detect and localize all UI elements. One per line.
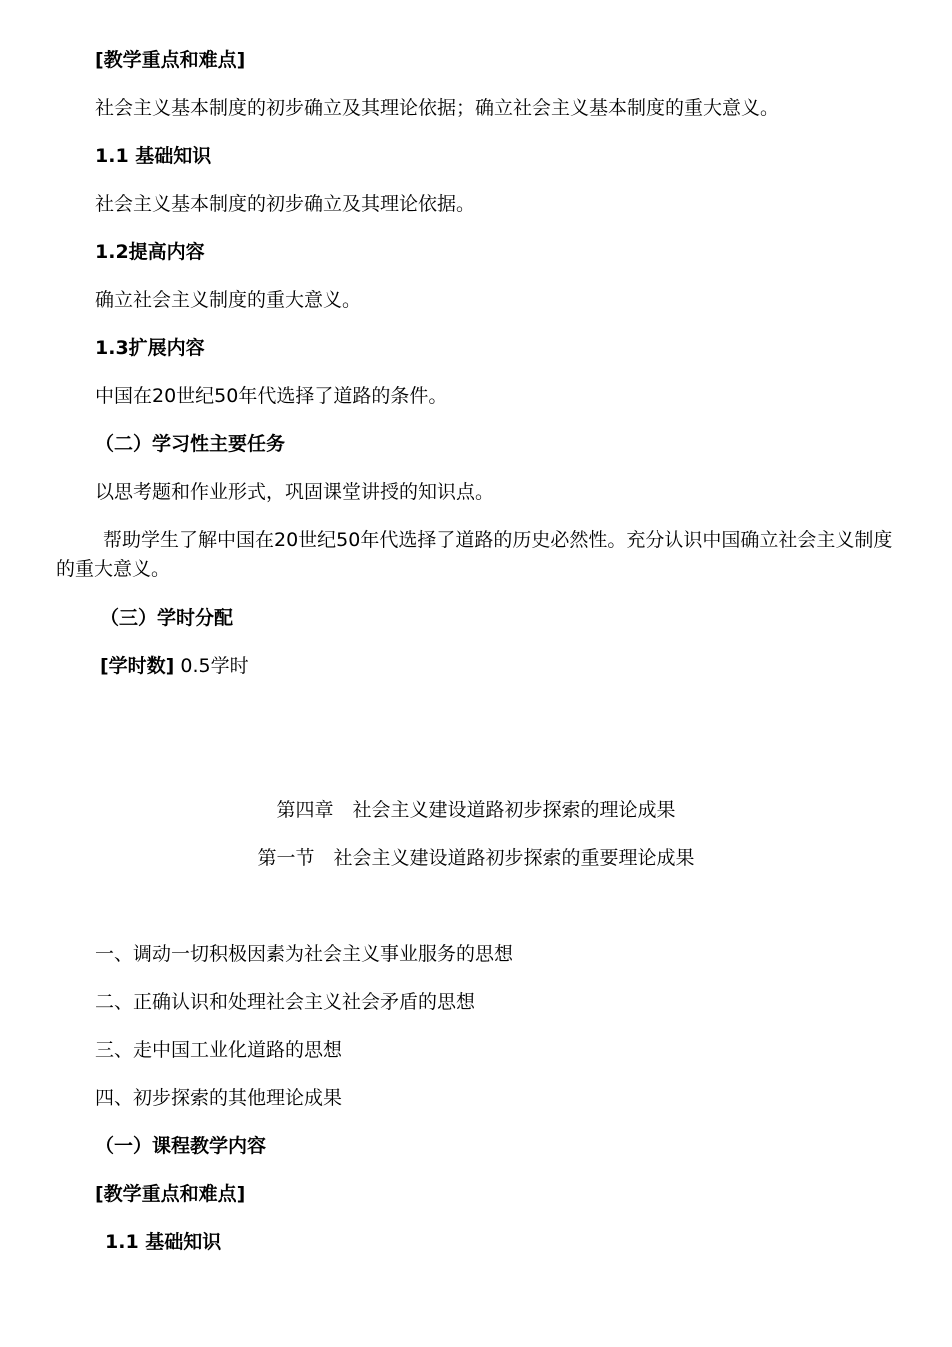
- hours-line: [100, 654, 249, 678]
- basic-knowledge-heading: 1.1 基础知识: [95, 145, 212, 167]
- learning-tasks-heading: （二）学习性主要任务: [95, 433, 286, 455]
- section-title: 第一节 社会主义建设道路初步探索的重要理论成果: [257, 847, 695, 869]
- list-item: 二、正确认识和处理社会主义社会矛盾的思想: [95, 991, 476, 1013]
- chapter-title: 第四章 社会主义建设道路初步探索的理论成果: [276, 799, 676, 821]
- learning-tasks-text: 以思考题和作业形式，巩固课堂讲授的知识点。: [95, 481, 495, 503]
- list-item: 三、走中国工业化道路的思想: [95, 1039, 343, 1061]
- hours-label: [学时数]: [100, 655, 175, 677]
- learning-goal-paragraph: 帮助学生了解中国在20世纪50年代选择了道路的历史必然性。充分认识中国确立社会主义制度的重大意义。: [56, 529, 893, 580]
- course-content-heading: （一）课程教学内容: [95, 1135, 267, 1157]
- key-points-heading-2: [教学重点和难点]: [95, 1183, 246, 1205]
- hours-allocation-heading: （三）学时分配: [100, 607, 234, 629]
- key-points-heading: [教学重点和难点]: [95, 49, 246, 71]
- extended-content-heading: 1.3扩展内容: [95, 337, 205, 359]
- hours-value: 0.5学时: [174, 655, 249, 677]
- list-item: 一、调动一切积极因素为社会主义事业服务的思想: [95, 943, 514, 965]
- basic-knowledge-text: 社会主义基本制度的初步确立及其理论依据。: [95, 193, 476, 215]
- extended-content-text: 中国在20世纪50年代选择了道路的条件。: [95, 385, 448, 407]
- advanced-content-heading: 1.2提高内容: [95, 241, 205, 263]
- advanced-content-text: 确立社会主义制度的重大意义。: [95, 289, 362, 311]
- list-item: 四、初步探索的其他理论成果: [95, 1087, 343, 1109]
- basic-knowledge-heading-2: 1.1 基础知识: [105, 1231, 222, 1253]
- key-points-text: 社会主义基本制度的初步确立及其理论依据；确立社会主义基本制度的重大意义。: [95, 97, 780, 119]
